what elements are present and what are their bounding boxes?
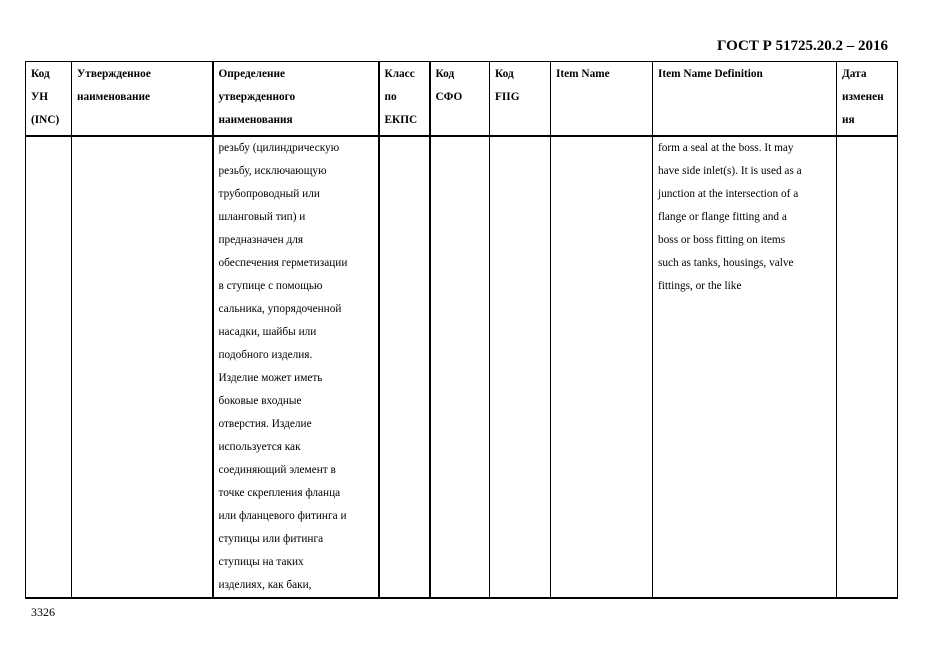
definition-en-line: form a seal at the boss. It may [658, 142, 794, 154]
definition-en-line: fittings, or the like [658, 280, 742, 292]
header-line: утвержденного [218, 91, 296, 103]
header-line: Item Name Definition [658, 68, 763, 80]
definition-ru-line: обеспечения герметизации [218, 257, 348, 269]
definition-en-line: such as tanks, housings, valve [658, 257, 794, 269]
header-item-name [551, 62, 653, 137]
definition-ru-line: шланговый тип) и [218, 211, 306, 223]
cell-approved-name [72, 136, 213, 598]
header-name-definition-ru [213, 62, 379, 137]
header-line: по [384, 91, 397, 103]
table-header-row [26, 62, 898, 137]
definition-ru-line: резьбу (цилиндрическую [218, 142, 340, 154]
header-line: СФО [435, 91, 463, 103]
definition-en-line: junction at the intersection of a [658, 188, 799, 200]
header-line: Код [31, 68, 50, 80]
cell-sfo-code [430, 136, 490, 598]
header-approved-name [72, 62, 213, 137]
definition-ru-line: отверстия. Изделие [218, 418, 312, 430]
header-line: ия [842, 114, 855, 126]
header-line: наименование [77, 91, 151, 103]
table-row [26, 136, 898, 598]
definition-ru-line: соединяющий элемент в [218, 464, 336, 476]
cell-inc-code [26, 136, 72, 598]
definition-ru-line: насадки, шайбы или [218, 326, 317, 338]
definition-ru-line: Изделие может иметь [218, 372, 323, 384]
header-item-name-definition [653, 62, 837, 137]
definition-ru-line: предназначен для [218, 234, 304, 246]
specification-table [25, 61, 898, 599]
definition-ru-line: или фланцевого фитинга и [218, 510, 347, 522]
header-line: Item Name [556, 68, 610, 80]
definition-ru-line: точке скрепления фланца [218, 487, 341, 499]
definition-en-line: boss or boss fitting on items [658, 234, 786, 246]
header-line: FIIG [495, 91, 520, 103]
header-line: Класс [384, 68, 415, 80]
definition-ru-line: используется как [218, 441, 301, 453]
header-line: Код [495, 68, 514, 80]
definition-ru-line: ступицы на таких [218, 556, 304, 568]
header-line: Дата [842, 68, 867, 80]
definition-ru-line: в ступице с помощью [218, 280, 323, 292]
header-line: изменен [842, 91, 884, 103]
page-number: 3326 [31, 605, 55, 619]
header-line: УН [31, 91, 49, 103]
cell-definition-en [653, 136, 837, 598]
header-line: Код [435, 68, 455, 80]
header-fiig-code [490, 62, 551, 137]
header-inc-code [26, 62, 72, 137]
cell-definition-ru [213, 136, 379, 598]
definition-ru-line: боковые входные [218, 395, 302, 407]
cell-fiig-code [490, 136, 551, 598]
header-sfo-code [430, 62, 490, 137]
definition-en-line: have side inlet(s). It is used as a [658, 165, 802, 177]
definition-ru-line: сальника, упорядоченной [218, 303, 342, 315]
cell-change-date [837, 136, 898, 598]
cell-ekps-class [379, 136, 430, 598]
definition-ru-line: изделиях, как баки, [218, 579, 312, 591]
cell-item-name [551, 136, 653, 598]
header-ekps-class [379, 62, 430, 137]
definition-ru-line: трубопроводный или [218, 188, 320, 200]
header-line: (INC) [31, 114, 60, 126]
header-change-date [837, 62, 898, 137]
header-line: Утвержденное [77, 68, 151, 80]
header-line: Определение [218, 68, 286, 80]
definition-ru-line: ступицы или фитинга [218, 533, 324, 545]
header-line: ЕКПС [384, 114, 418, 126]
definition-ru-line: подобного изделия. [218, 349, 313, 361]
header-line: наименования [218, 114, 293, 126]
definition-en-line: flange or flange fitting and a [658, 211, 787, 223]
document-code: ГОСТ Р 51725.20.2 – 2016 [716, 38, 888, 54]
definition-ru-line: резьбу, исключающую [218, 165, 327, 177]
